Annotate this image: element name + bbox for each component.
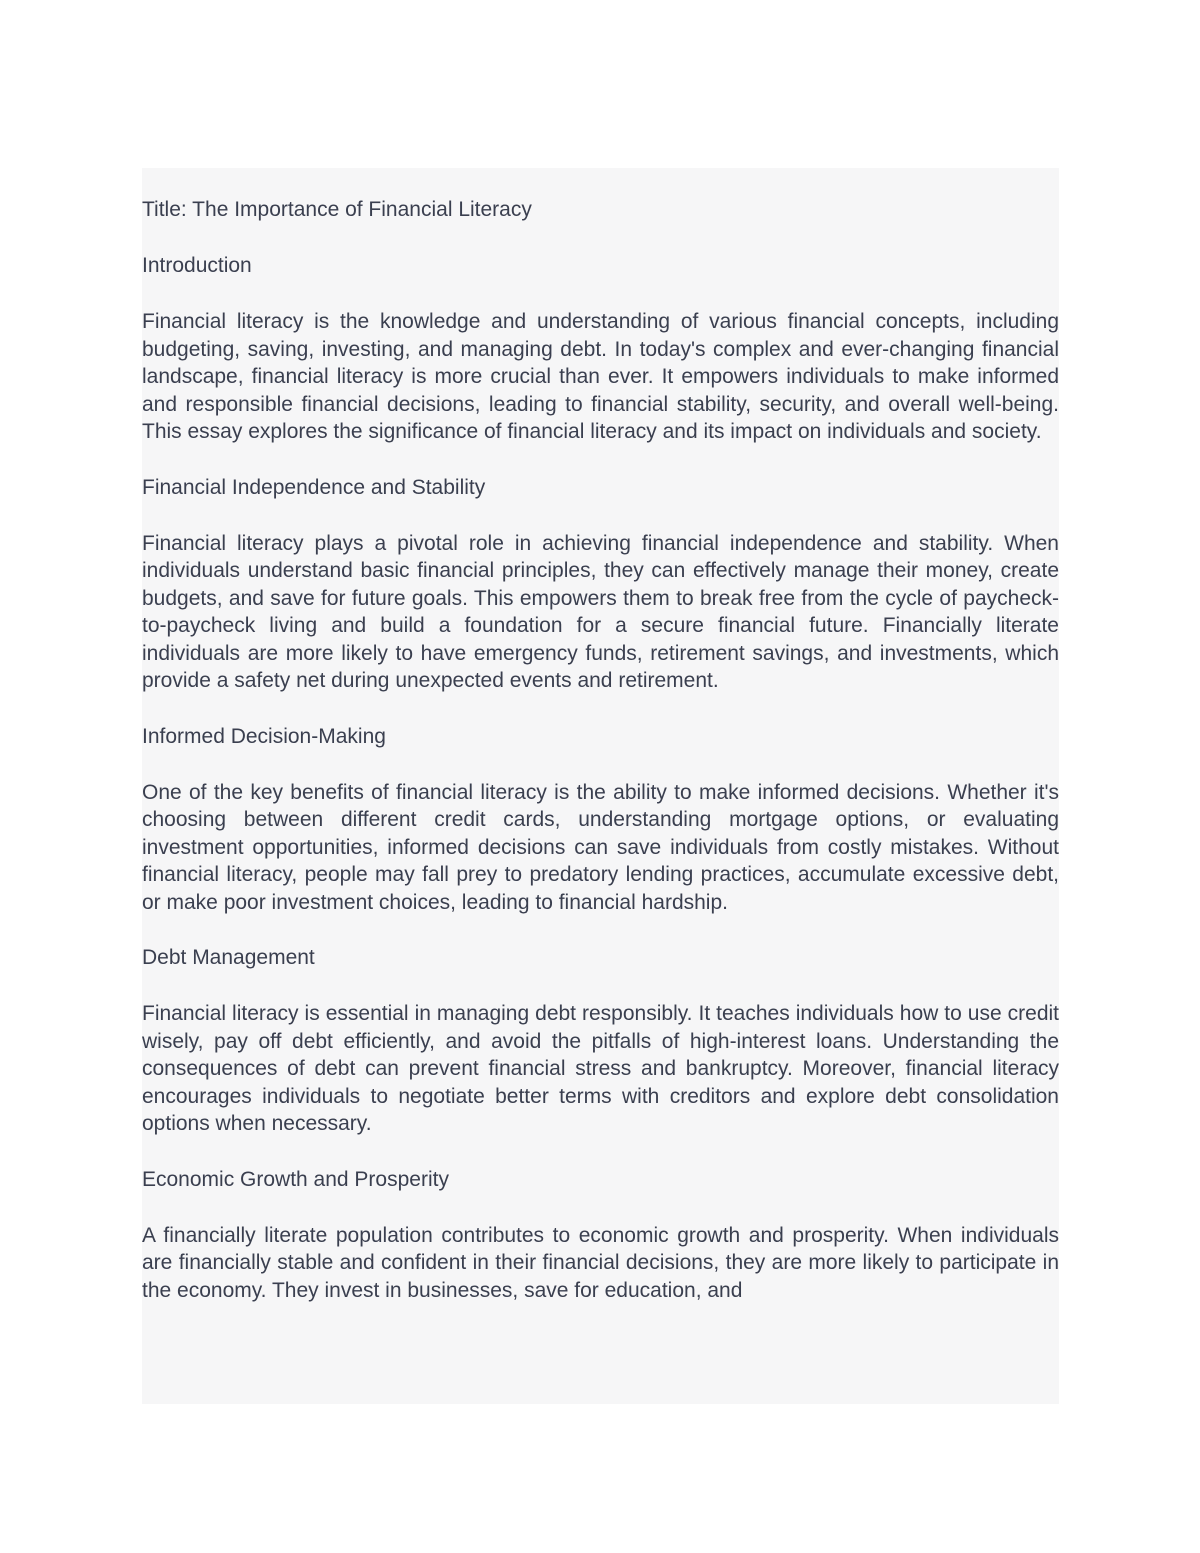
section-heading-economic-growth: Economic Growth and Prosperity	[142, 1167, 449, 1191]
section-heading-informed-decision-making: Informed Decision-Making	[142, 724, 386, 748]
document-content	[142, 168, 1059, 1404]
paragraph-debt-management: Financial literacy is essential in managing debt responsibly. It teaches individuals how to use credit wisely, pay off debt efficiently, and avoid the pitfalls of high-interest loans. Understanding the consequences of debt can prevent financial stress and bankruptcy. Moreover, financial literacy encourages individuals to negotiate better terms with creditors and explore debt consolidation options when necessary.	[142, 1002, 1059, 1135]
paragraph-economic-growth: A financially literate population contributes to economic growth and prosperity. When individuals are financially stable and confident in their financial decisions, they are more likely to participate in the economy. They invest in businesses, save for education, and	[142, 1223, 1059, 1302]
document-title: Title: The Importance of Financial Literacy	[142, 198, 532, 221]
paragraph-introduction: Financial literacy is the knowledge and understanding of various financial concepts, including budgeting, saving, investing, and managing debt. In today's complex and ever-changing financial landscape, financial literacy is more crucial than ever. It empowers individuals to make informed and responsible financial decisions, leading to financial stability, security, and overall well-being. This essay explores the significance of financial literacy and its impact on individuals and society.	[142, 310, 1059, 443]
paragraph-informed-decision-making: One of the key benefits of financial literacy is the ability to make informed decisions. Whether it's choosing between different credit cards, understanding mortgage options, or evaluating investment opportunities, informed decisions can save individuals from costly mistakes. Without financial literacy, people may fall prey to predatory lending practices, accumulate excessive debt, or make poor investment choices, leading to financial hardship.	[142, 780, 1059, 914]
document-body	[142, 168, 1059, 1304]
paragraph-financial-independence: Financial literacy plays a pivotal role in achieving financial independence and stability. When individuals understand basic financial principles, they can effectively manage their money, create budgets, and save for future goals. This empowers them to break free from the cycle of paycheck-to-paycheck living and build a foundation for a secure financial future. Financially literate individuals are more likely to have emergency funds, retirement savings, and investments, which provide a safety net during unexpected events and retirement.	[142, 531, 1059, 692]
section-heading-introduction: Introduction	[142, 254, 252, 277]
section-heading-debt-management: Debt Management	[142, 946, 315, 969]
section-heading-financial-independence: Financial Independence and Stability	[142, 475, 486, 499]
